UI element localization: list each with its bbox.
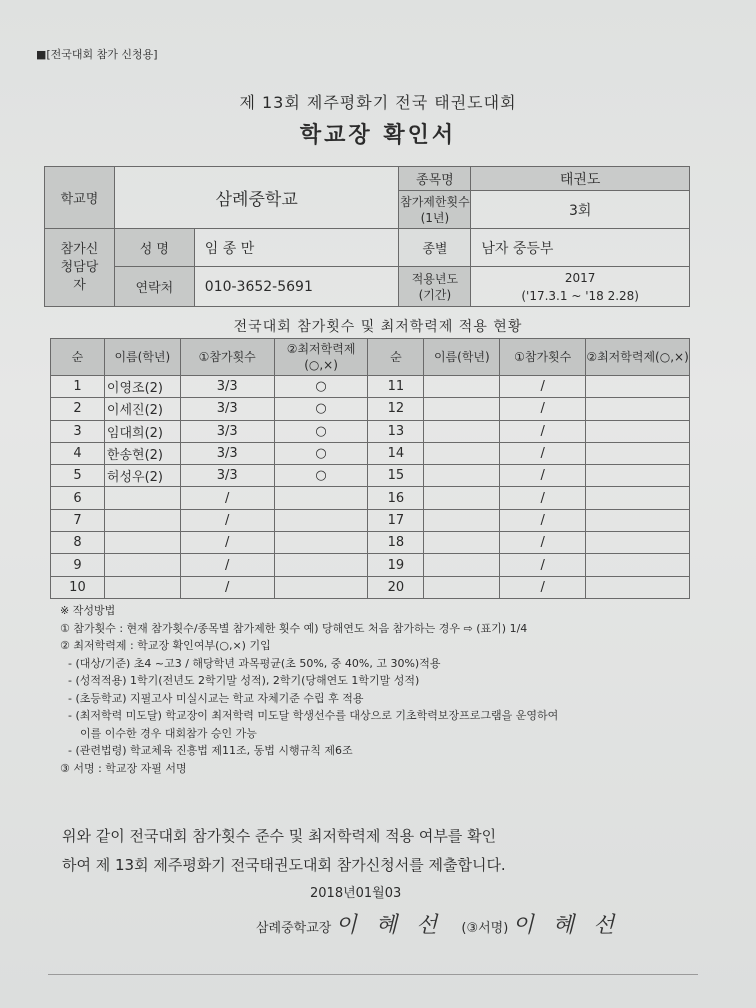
row-no: 1	[51, 376, 105, 398]
row-no: 9	[51, 554, 105, 576]
row-no: 5	[51, 465, 105, 487]
row-no: 16	[368, 487, 424, 509]
row-count: /	[180, 532, 274, 554]
row-count: /	[500, 509, 586, 531]
note-2-sub-1: - (대상/기준) 초4 ~고3 / 해당학년 과목평균(초 50%, 중 40%, 고 30%)적용	[68, 656, 441, 670]
table-header-row	[51, 339, 690, 376]
header-name: 이름(학년)	[424, 339, 500, 376]
contact-value: 010-3652-5691	[194, 267, 399, 307]
row-count: /	[500, 420, 586, 442]
row-mark: ○	[274, 376, 368, 398]
row-name	[424, 532, 500, 554]
row-no: 20	[368, 576, 424, 598]
instructions	[60, 602, 720, 777]
row-name: 이세진(2)	[104, 398, 180, 420]
table-row	[51, 442, 690, 464]
row-name: 이영조(2)	[104, 376, 180, 398]
row-mark	[274, 487, 368, 509]
row-name: 한송현(2)	[104, 442, 180, 464]
contact-label: 연락처	[114, 267, 194, 307]
header-count: ①참가횟수	[500, 339, 586, 376]
school-label: 학교명	[45, 167, 115, 229]
row-count: /	[500, 576, 586, 598]
row-mark	[586, 487, 690, 509]
row-no: 13	[368, 420, 424, 442]
division-label: 종별	[399, 229, 471, 267]
row-count: /	[180, 576, 274, 598]
name-label: 성 명	[114, 229, 194, 267]
row-mark	[274, 509, 368, 531]
row-mark	[586, 465, 690, 487]
note-2-sub-4: - (최저학력 미도달) 학교장이 최저학력 미도달 학생선수를 대상으로 기초학력보장프로그램을 운영하여	[68, 709, 559, 722]
manager-label: 참가신청담당자	[45, 229, 115, 307]
row-mark	[274, 532, 368, 554]
row-mark	[586, 554, 690, 576]
row-mark	[586, 532, 690, 554]
note-3: ③ 서명 : 학교장 자필 서명	[60, 761, 187, 775]
row-mark	[274, 576, 368, 598]
limit-label: 참가제한횟수(1년)	[399, 191, 471, 229]
participation-title: 전국대회 참가횟수 및 최저학력제 적용 현황	[233, 319, 523, 335]
row-count: /	[500, 442, 586, 464]
table-row	[51, 376, 690, 398]
year-cell	[471, 267, 690, 307]
header-no: 순	[368, 339, 424, 376]
row-no: 15	[368, 465, 424, 487]
row-no: 7	[51, 509, 105, 531]
row-mark	[586, 376, 690, 398]
header-mark: ②최저학력제(○,×)	[586, 339, 690, 376]
event-title: 제 13회 제주평화기 전국 태권도대회	[239, 93, 517, 112]
issue-date: 2018년01월03	[310, 886, 402, 901]
table-row	[51, 576, 690, 598]
row-no: 12	[368, 398, 424, 420]
row-no: 4	[51, 442, 105, 464]
row-count: /	[500, 465, 586, 487]
row-no: 10	[51, 576, 105, 598]
note-2: ② 최저학력제 : 학교장 확인여부(○,×) 기입	[60, 639, 271, 652]
row-mark	[586, 509, 690, 531]
handwritten-signature: 이 혜 선	[335, 913, 444, 938]
statement-line-1: 위와 같이 전국대회 참가횟수 준수 및 최저학력제 적용 여부를 확인	[62, 827, 497, 845]
row-name	[104, 532, 180, 554]
year-label: 적용년도(기간)	[399, 267, 471, 307]
note-2-sub-3: - (초등학교) 지필고사 미실시교는 학교 자체기준 수립 후 적용	[68, 691, 364, 705]
row-name	[424, 576, 500, 598]
note-1: ① 참가횟수 : 현재 참가횟수/종목별 참가제한 횟수 예) 당해연도 처음 참가하는 경우 ⇨ (표기) 1/4	[60, 621, 528, 635]
row-mark: ○	[274, 398, 368, 420]
row-no: 11	[368, 376, 424, 398]
row-no: 8	[51, 532, 105, 554]
table-row	[51, 465, 690, 487]
row-mark: ○	[274, 442, 368, 464]
row-count: /	[500, 398, 586, 420]
row-count: 3/3	[180, 465, 274, 487]
division-value: 남자 중등부	[471, 229, 690, 267]
row-mark	[586, 398, 690, 420]
table-row	[51, 509, 690, 531]
document-title: 학교장 확인서	[299, 123, 457, 148]
school-name: 삼례중학교	[114, 167, 399, 229]
row-no: 3	[51, 420, 105, 442]
row-no: 6	[51, 487, 105, 509]
row-name	[104, 487, 180, 509]
row-count: /	[500, 554, 586, 576]
row-mark	[274, 554, 368, 576]
row-name	[424, 442, 500, 464]
table-row	[51, 487, 690, 509]
header-no: 순	[51, 339, 105, 376]
row-count: /	[180, 554, 274, 576]
row-name	[424, 398, 500, 420]
year-value: 2017	[564, 270, 596, 285]
row-count: 3/3	[180, 442, 274, 464]
row-mark	[586, 576, 690, 598]
row-mark: ○	[274, 420, 368, 442]
event-label: 종목명	[399, 167, 471, 191]
limit-value: 3회	[471, 191, 690, 229]
row-name	[424, 465, 500, 487]
row-count: /	[500, 532, 586, 554]
row-count: 3/3	[180, 420, 274, 442]
row-no: 18	[368, 532, 424, 554]
sign-note: (③서명)	[461, 921, 509, 936]
signature-block	[256, 908, 620, 939]
table-row	[51, 554, 690, 576]
row-no: 14	[368, 442, 424, 464]
participation-table	[50, 338, 690, 599]
table-row	[51, 532, 690, 554]
row-name	[104, 509, 180, 531]
header-mark: ②최저학력제(○,×)	[274, 339, 368, 376]
footer-divider	[48, 974, 698, 975]
handwritten-signature-2: 이 혜 선	[512, 913, 621, 938]
row-count: /	[500, 376, 586, 398]
statement-line-2: 하여 제 13회 제주평화기 전국태권도대회 참가신청서를 제출합니다.	[62, 856, 506, 874]
row-name	[104, 576, 180, 598]
note-2-sub-5: - (관련법령) 학교체육 진흥법 제11조, 동법 시행규칙 제6조	[68, 744, 353, 757]
row-mark	[586, 442, 690, 464]
note-2-sub-2: - (성적적용) 1학기(전년도 2학기말 성적), 2학기(당해연도 1학기말 성적)	[68, 674, 420, 687]
row-mark	[586, 420, 690, 442]
row-no: 17	[368, 509, 424, 531]
signer-label: 삼례중학교장	[256, 921, 332, 936]
row-name	[424, 376, 500, 398]
row-name	[424, 420, 500, 442]
table-row	[51, 420, 690, 442]
notes-heading: ※ 작성방법	[60, 604, 116, 617]
row-count: /	[500, 487, 586, 509]
row-no: 2	[51, 398, 105, 420]
header-count: ①참가횟수	[180, 339, 274, 376]
row-count: 3/3	[180, 376, 274, 398]
row-name	[104, 554, 180, 576]
school-info-table	[44, 166, 690, 307]
header-name: 이름(학년)	[104, 339, 180, 376]
table-row	[51, 398, 690, 420]
row-name	[424, 554, 500, 576]
period-value: ('17.3.1 ~ '18 2.28)	[521, 288, 639, 303]
row-name: 임대희(2)	[104, 420, 180, 442]
row-mark: ○	[274, 465, 368, 487]
document-tag: ■[전국대회 참가 신청용]	[36, 48, 158, 61]
row-count: /	[180, 509, 274, 531]
row-count: /	[180, 487, 274, 509]
name-value: 임 종 만	[194, 229, 399, 267]
note-2-sub-4-cont: 이를 이수한 경우 대회참가 승인 가능	[80, 726, 257, 740]
row-name	[424, 509, 500, 531]
confirmation-statement	[62, 822, 722, 880]
row-name: 허성우(2)	[104, 465, 180, 487]
event-value: 태권도	[471, 167, 690, 191]
row-no: 19	[368, 554, 424, 576]
row-count: 3/3	[180, 398, 274, 420]
row-name	[424, 487, 500, 509]
